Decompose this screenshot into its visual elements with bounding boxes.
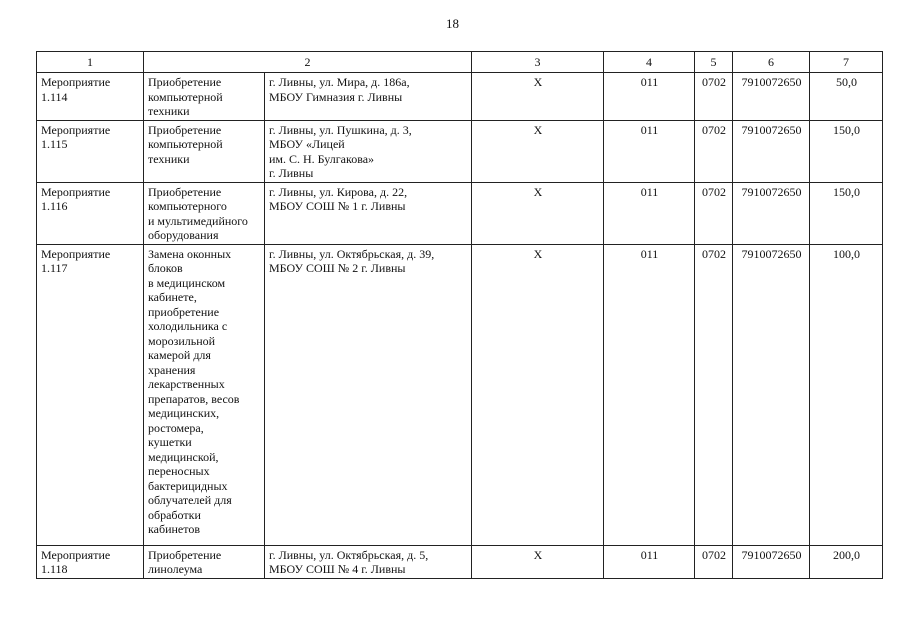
table-header-row: [37, 52, 883, 73]
col4-cell: 011: [604, 244, 695, 545]
location-cell: г. Ливны, ул. Мира, д. 186а, МБОУ Гимназия г. Ливны: [265, 73, 472, 121]
header-cell: 2: [144, 52, 472, 73]
col4-cell: 011: [604, 73, 695, 121]
col4-cell: 011: [604, 545, 695, 578]
description-cell: Приобретение компьютерной техники: [144, 73, 265, 121]
col6-cell: 7910072650: [733, 244, 810, 545]
col3-cell: X: [472, 73, 604, 121]
col3-cell: X: [472, 244, 604, 545]
location-cell: г. Ливны, ул. Пушкина, д. 3, МБОУ «Лицей им. С. Н. Булгакова» г. Ливны: [265, 120, 472, 182]
col5-cell: 0702: [695, 120, 733, 182]
measure-name-cell: Мероприятие 1.114: [37, 73, 144, 121]
measure-name-cell: Мероприятие 1.115: [37, 120, 144, 182]
amount-cell: 150,0: [810, 182, 883, 244]
amount-cell: 150,0: [810, 120, 883, 182]
location-cell: г. Ливны, ул. Кирова, д. 22, МБОУ СОШ № 1 г. Ливны: [265, 182, 472, 244]
location-cell: г. Ливны, ул. Октябрьская, д. 39, МБОУ СОШ № 2 г. Ливны: [265, 244, 472, 545]
col5-cell: 0702: [695, 545, 733, 578]
measure-name-cell: Мероприятие 1.117: [37, 244, 144, 545]
header-cell: 7: [810, 52, 883, 73]
col3-cell: X: [472, 120, 604, 182]
col4-cell: 011: [604, 182, 695, 244]
col6-cell: 7910072650: [733, 182, 810, 244]
col6-cell: 7910072650: [733, 545, 810, 578]
description-cell: Приобретение линолеума: [144, 545, 265, 578]
col5-cell: 0702: [695, 73, 733, 121]
table-row: [37, 545, 883, 578]
table-row: [37, 120, 883, 182]
description-cell: Замена оконных блоков в медицинском кабинете, приобретение холодильника с морозильной камерой для хранения лекарственных препаратов, весов медицинских, ростомера, кушетки медицинской, переносных бактерицидных облучателей для обработки кабинетов: [144, 244, 265, 545]
col4-cell: 011: [604, 120, 695, 182]
amount-cell: 50,0: [810, 73, 883, 121]
measure-name-cell: Мероприятие 1.118: [37, 545, 144, 578]
header-cell: 4: [604, 52, 695, 73]
col6-cell: 7910072650: [733, 73, 810, 121]
col3-cell: X: [472, 545, 604, 578]
amount-cell: 200,0: [810, 545, 883, 578]
table-row: [37, 244, 883, 545]
col3-cell: X: [472, 182, 604, 244]
header-cell: 3: [472, 52, 604, 73]
header-cell: 6: [733, 52, 810, 73]
page-number: 18: [446, 16, 459, 31]
amount-cell: 100,0: [810, 244, 883, 545]
header-cell: 5: [695, 52, 733, 73]
header-cell: 1: [37, 52, 144, 73]
description-cell: Приобретение компьютерной техники: [144, 120, 265, 182]
table-row: [37, 73, 883, 121]
col5-cell: 0702: [695, 182, 733, 244]
measure-name-cell: Мероприятие 1.116: [37, 182, 144, 244]
col5-cell: 0702: [695, 244, 733, 545]
budget-table: [36, 51, 883, 579]
col6-cell: 7910072650: [733, 120, 810, 182]
description-cell: Приобретение компьютерного и мультимедийного оборудования: [144, 182, 265, 244]
location-cell: г. Ливны, ул. Октябрьская, д. 5, МБОУ СОШ № 4 г. Ливны: [265, 545, 472, 578]
table-row: [37, 182, 883, 244]
